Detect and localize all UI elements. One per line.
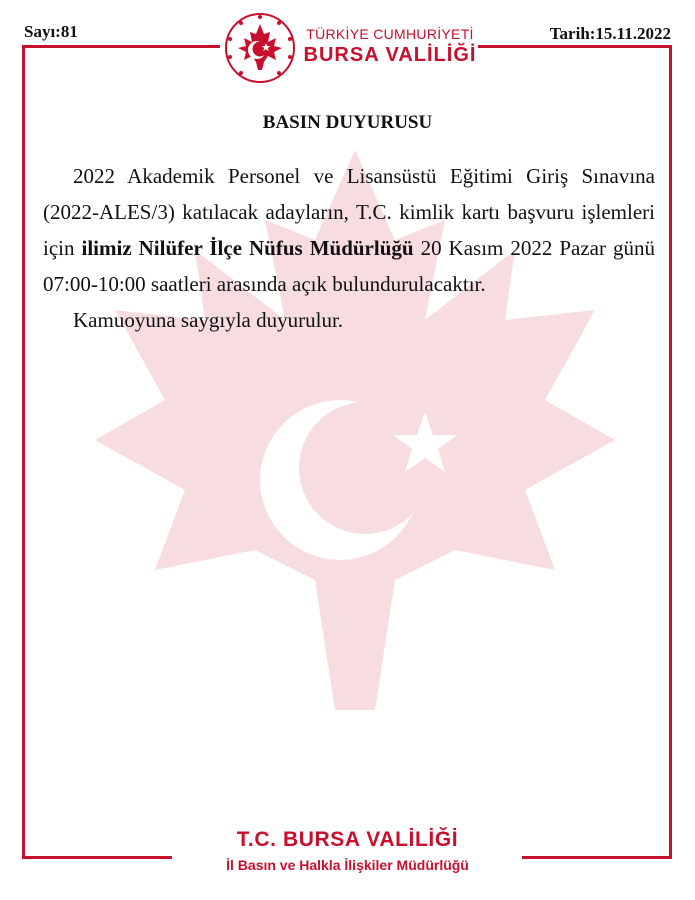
frame-border-top-right <box>478 45 672 48</box>
frame-border-right <box>669 45 672 859</box>
frame-border-top-left <box>22 45 220 48</box>
footer-title: T.C. BURSA VALİLİĞİ <box>236 828 459 851</box>
paragraph-text-part1: 2022 Akademik Personel ve Lisansüstü Eğitimi Giriş Sınavına (2022-ALES/3) katılacak adayların, T.C. kimlik kartı başvuru işlemleri için <box>43 164 655 260</box>
document-title: BASIN DUYURUSU <box>262 112 433 133</box>
document-number: Sayı:81 <box>24 22 78 41</box>
brand-block <box>300 26 480 67</box>
frame-border-left <box>22 45 25 859</box>
crescent-star-maple-emblem-icon <box>224 12 296 84</box>
paragraph-text-part2: 20 Kasım 2022 Pazar günü 07:00-10:00 saatleri arasında açık bulundurulacaktır. <box>43 236 655 296</box>
document-date: Tarih:15.11.2022 <box>549 24 671 43</box>
closing-sentence: Kamuoyuna saygıyla duyurulur. <box>73 308 344 332</box>
brand-line-republic: TÜRKİYE CUMHURİYETİ <box>306 26 474 42</box>
paragraph-bold-location: ilimiz Nilüfer İlçe Nüfus Müdürlüğü <box>81 236 414 260</box>
document-body <box>43 158 655 338</box>
footer-subtitle: İl Basın ve Halkla İlişkiler Müdürlüğü <box>226 857 469 873</box>
brand-line-governorship: BURSA VALİLİĞİ <box>303 44 477 66</box>
announcement-paragraph <box>43 158 655 302</box>
